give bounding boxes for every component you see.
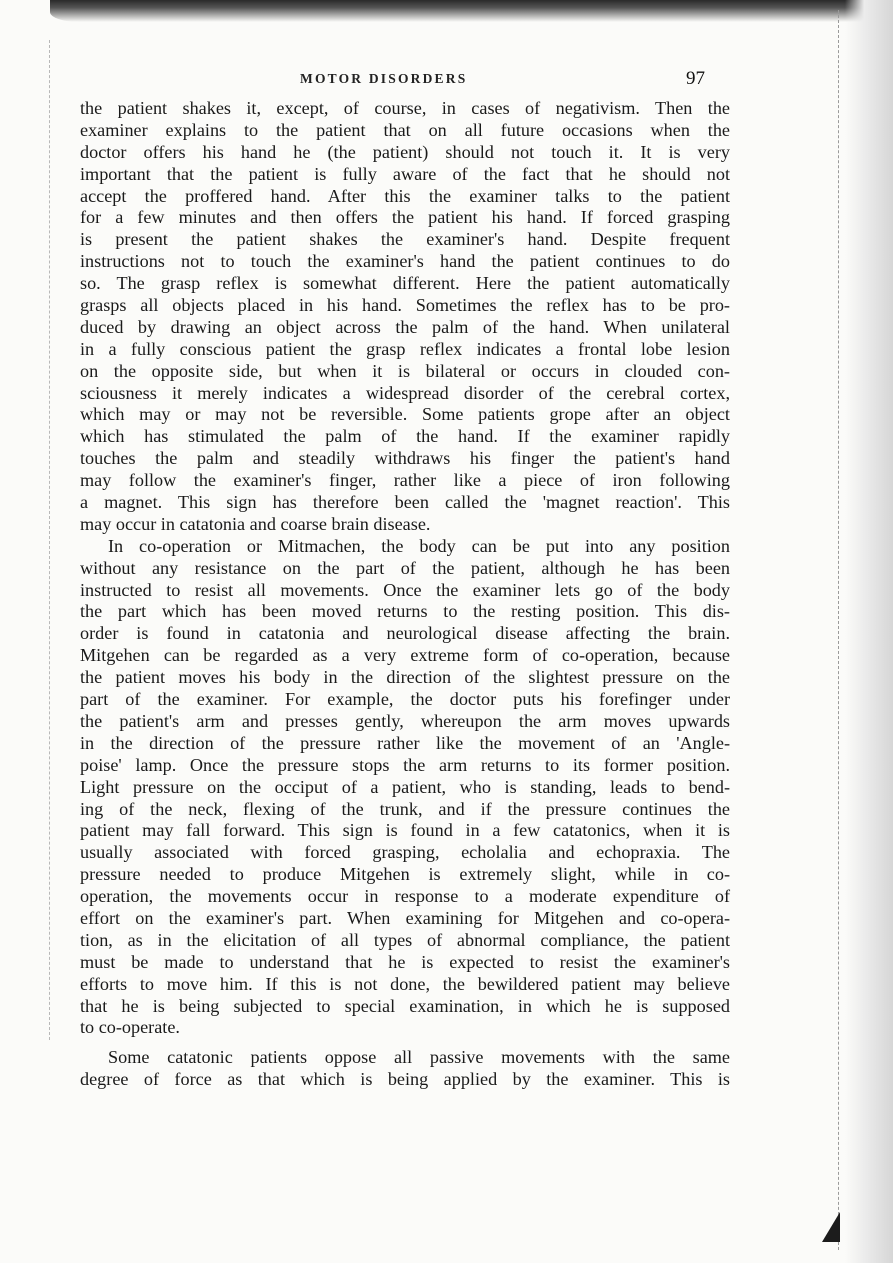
text-line: a magnet. This sign has therefore been called the 'magnet reaction'. This: [80, 492, 730, 513]
body-text: [80, 98, 730, 1091]
text-line: may follow the examiner's finger, rather like a piece of iron following: [80, 470, 730, 491]
paragraph-2: [80, 536, 730, 1039]
text-line: In co-operation or Mitmachen, the body can be put into any position: [108, 535, 730, 556]
text-line: touches the palm and steadily withdraws his finger the patient's hand: [80, 448, 730, 469]
text-line: effort on the examiner's part. When examining for Mitgehen and co-opera-: [80, 907, 730, 928]
text-line: examiner explains to the patient that on all future occasions when the: [80, 119, 730, 140]
paragraph-1: [80, 98, 730, 536]
text-line: in the direction of the pressure rather like the movement of an 'Angle-: [80, 732, 730, 753]
page-header: [0, 68, 893, 92]
binding-edge-mark: [49, 40, 52, 1040]
text-line: Mitgehen can be regarded as a very extreme form of co-operation, because: [80, 645, 730, 666]
text-line: may occur in catatonia and coarse brain disease.: [80, 513, 431, 534]
text-line: without any resistance on the part of the patient, although he has been: [80, 557, 730, 578]
text-line: must be made to understand that he is expected to resist the examiner's: [80, 951, 730, 972]
text-line: sciousness it merely indicates a widespread disorder of the cerebral cortex,: [80, 382, 730, 403]
paragraph-3: [80, 1047, 730, 1091]
text-line: important that the patient is fully aware of the fact that he should not: [80, 163, 730, 184]
paragraph-gap: [80, 1039, 730, 1047]
text-line: that he is being subjected to special examination, in which he is supposed: [80, 995, 730, 1016]
text-line: the patient's arm and presses gently, whereupon the arm moves upwards: [80, 710, 730, 731]
running-head: MOTOR DISORDERS: [300, 71, 468, 86]
text-line: is present the patient shakes the examiner's hand. Despite frequent: [80, 229, 730, 250]
text-line: patient may fall forward. This sign is found in a few catatonics, when it is: [80, 820, 730, 841]
scan-top-shadow: [50, 0, 893, 22]
text-line: usually associated with forced grasping, echolalia and echopraxia. The: [80, 842, 730, 863]
text-line: which may or may not be reversible. Some patients grope after an object: [80, 404, 730, 425]
text-line: in a fully conscious patient the grasp reflex indicates a frontal lobe lesion: [80, 338, 730, 359]
page-number: 97: [686, 68, 705, 89]
text-line: efforts to move him. If this is not done, the bewildered patient may believe: [80, 973, 730, 994]
text-line: degree of force as that which is being applied by the examiner. This is: [80, 1069, 730, 1090]
text-line: operation, the movements occur in response to a moderate expenditure of: [80, 886, 730, 907]
page-corner-mark: [822, 1212, 840, 1242]
text-line: for a few minutes and then offers the patient his hand. If forced grasping: [80, 207, 730, 228]
text-line: Light pressure on the occiput of a patient, who is standing, leads to bend-: [80, 776, 730, 797]
text-line: so. The grasp reflex is somewhat different. Here the patient automatically: [80, 273, 730, 294]
text-line: pressure needed to produce Mitgehen is extremely slight, while in co-: [80, 864, 730, 885]
text-line: order is found in catatonia and neurological disease affecting the brain.: [80, 623, 730, 644]
text-line: doctor offers his hand he (the patient) should not touch it. It is very: [80, 141, 730, 162]
text-line: duced by drawing an object across the palm of the hand. When unilateral: [80, 316, 730, 337]
text-line: the part which has been moved returns to the resting position. This dis-: [80, 601, 730, 622]
text-line: which has stimulated the palm of the hand. If the examiner rapidly: [80, 426, 730, 447]
text-line: accept the proffered hand. After this the examiner talks to the patient: [80, 185, 730, 206]
text-line: instructed to resist all movements. Once the examiner lets go of the body: [80, 579, 730, 600]
text-line: to co-operate.: [80, 1017, 180, 1038]
text-line: tion, as in the elicitation of all types of abnormal compliance, the patient: [80, 929, 730, 950]
page-edge-line: [838, 10, 840, 1250]
text-line: ing of the neck, flexing of the trunk, and if the pressure continues the: [80, 798, 730, 819]
text-line: grasps all objects placed in his hand. Sometimes the reflex has to be pro-: [80, 295, 730, 316]
text-line: poise' lamp. Once the pressure stops the arm returns to its former position.: [80, 754, 730, 775]
text-line: the patient moves his body in the direction of the slightest pressure on the: [80, 667, 730, 688]
text-line: part of the examiner. For example, the doctor puts his forefinger under: [80, 689, 730, 710]
text-line: on the opposite side, but when it is bilateral or occurs in clouded con-: [80, 360, 730, 381]
text-line: Some catatonic patients oppose all passive movements with the same: [108, 1047, 730, 1068]
text-line: instructions not to touch the examiner's hand the patient continues to do: [80, 251, 730, 272]
text-line: the patient shakes it, except, of course, in cases of negativism. Then the: [80, 98, 730, 118]
scan-right-edge: [845, 0, 893, 1263]
